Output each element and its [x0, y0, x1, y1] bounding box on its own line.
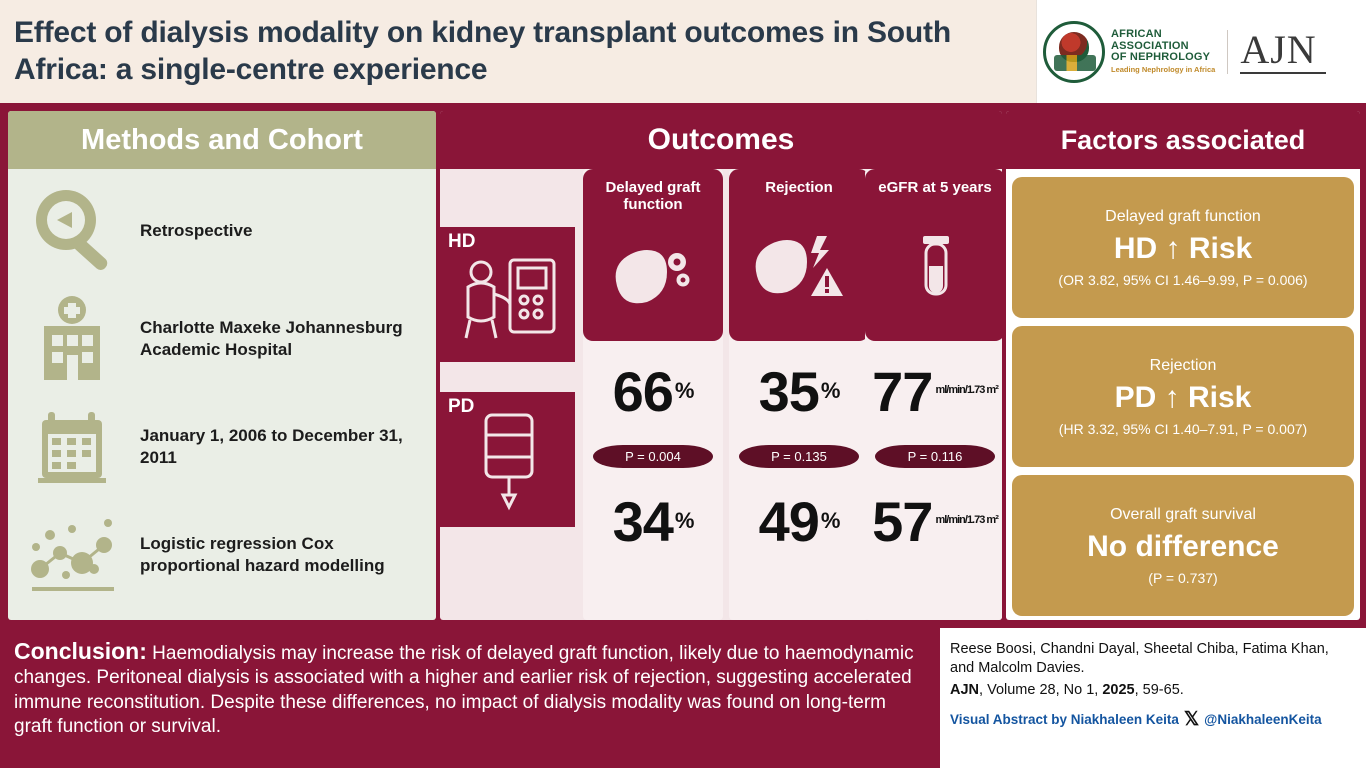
outcomes-heading: Outcomes [440, 111, 1002, 169]
factor-title: Overall graft survival [1110, 505, 1256, 523]
ajn-underline [1240, 72, 1326, 74]
outcome-hd-value: 66 % [612, 359, 694, 423]
hospital-icon [18, 293, 126, 385]
modality-hd-label: HD [448, 231, 476, 252]
outcome-card-header [729, 169, 869, 341]
list-item-label: Logistic regression Cox proportional hazard modelling [140, 533, 385, 575]
list-item [18, 393, 426, 501]
outcome-pd-value: 34 % [612, 489, 694, 553]
list-item [18, 285, 426, 393]
outcome-card [729, 169, 869, 620]
outcome-title: Delayed graft function [605, 179, 701, 214]
outcome-card-header [865, 169, 1002, 341]
modality-pd-label: PD [448, 396, 475, 417]
credit-line [950, 708, 1356, 731]
list-item [18, 177, 426, 285]
outcome-pd-value: 49 % [758, 489, 840, 553]
ajn-journal-logo [1227, 26, 1326, 74]
conclusion-text: Haemodialysis may increase the risk of delayed graft function, likely due to haemodynamic changes. Peritoneal dialysis is associated with a higher and earlier risk of rejection, suggesting accelerated immune reconstitution. Despite these differences, no impact of dialysis modality was found on long-term graft function or survival. [14, 643, 914, 737]
outcomes-column [440, 111, 1002, 620]
outcome-card-header [583, 169, 723, 341]
factor-card-graft-survival [1012, 475, 1354, 616]
factor-main: PD ↑ Risk [1114, 380, 1252, 414]
magnifier-icon [18, 186, 126, 276]
outcome-hd-value: 77 ml/min/1.73 m² [872, 359, 998, 423]
aan-line-3: OF NEPHROLOGY [1111, 51, 1211, 64]
factor-main: HD ↑ Risk [1113, 231, 1253, 265]
outcome-card [583, 169, 723, 620]
methods-column [8, 111, 436, 620]
conclusion-label: Conclusion: [14, 638, 147, 664]
factor-card-delayed-graft-function [1012, 177, 1354, 318]
ajn-wordmark: AJN [1240, 26, 1317, 72]
kidney-gears-icon [603, 214, 703, 342]
factor-main: No difference [1087, 529, 1279, 563]
citation-authors: Reese Boosi, Chandni Dayal, Sheetal Chiba, Fatima Khan, and Malcolm Davies. [950, 641, 1329, 676]
aan-line-1: AFRICAN [1111, 28, 1162, 41]
list-item-label: Retrospective [140, 220, 253, 240]
outcome-hd-value: 35 % [758, 359, 840, 423]
aan-tagline: Leading Nephrology in Africa [1111, 64, 1216, 74]
citation-journal-pages: , 59-65. [1134, 681, 1184, 698]
factor-stats: (HR 3.32, 95% CI 1.40–7.91, P = 0.007) [1058, 420, 1308, 437]
african-association-nephrology-logo [1043, 21, 1215, 83]
peritoneal-dialysis-bag-icon [440, 392, 575, 527]
haemodialysis-machine-icon [440, 227, 575, 362]
list-item-label: January 1, 2006 to December 31, 2011 [140, 425, 403, 467]
modality-hd [440, 227, 575, 362]
blood-tube-icon [885, 196, 985, 341]
citation-journal-volume: , Volume 28, No 1, [979, 681, 1103, 698]
logo-group [1036, 0, 1366, 103]
modality-column [440, 227, 575, 527]
factors-column [1006, 111, 1360, 620]
factor-card-rejection [1012, 326, 1354, 467]
aan-emblem-icon [1043, 21, 1105, 83]
citation-journal-name: AJN [950, 681, 980, 698]
citation-panel [940, 628, 1366, 768]
outcome-column-egfr [865, 169, 1002, 620]
methods-list [8, 169, 436, 609]
methods-heading: Methods and Cohort [8, 111, 436, 169]
factor-stats: (OR 3.82, 95% CI 1.46–9.99, P = 0.006) [1058, 271, 1308, 288]
outcome-p-value: P = 0.004 [583, 441, 723, 471]
credit-author: Visual Abstract by Niakhaleen Keita [950, 711, 1179, 727]
aan-line-2: ASSOCIATION [1111, 39, 1189, 52]
outcome-p-value: P = 0.135 [729, 441, 869, 471]
outcomes-grid [440, 169, 1002, 620]
page-title: Effect of dialysis modality on kidney transplant outcomes in South Africa: a single-centre experience [14, 15, 951, 86]
outcome-column-rejection [729, 169, 869, 620]
x-twitter-icon[interactable]: 𝕏 [1183, 708, 1200, 730]
outcome-column-delayed-graft-function [583, 169, 723, 620]
outcome-p-value: P = 0.116 [865, 441, 1002, 471]
outcome-pd-value: 57 ml/min/1.73 m² [872, 489, 998, 553]
conclusion-panel [0, 628, 940, 768]
factors-heading: Factors associated [1006, 111, 1360, 169]
credit-handle[interactable]: @NiakhaleenKeita [1204, 711, 1322, 727]
statistics-network-icon [18, 509, 126, 601]
citation-journal [950, 682, 1356, 698]
citation-journal-year: 2025 [1102, 681, 1135, 698]
modality-pd [440, 392, 575, 527]
calendar-icon [18, 402, 126, 492]
factor-title: Delayed graft function [1105, 207, 1261, 225]
outcome-card [865, 169, 1002, 620]
factor-title: Rejection [1149, 356, 1217, 374]
list-item-label: Charlotte Maxeke Johannesburg Academic Hospital [140, 317, 403, 359]
outcome-title: Rejection [765, 179, 833, 196]
outcome-title: eGFR at 5 years [878, 179, 992, 196]
kidney-warning-icon [749, 196, 849, 341]
poster-header [0, 0, 1366, 103]
list-item [18, 501, 426, 609]
factor-stats: (P = 0.737) [1148, 569, 1218, 586]
